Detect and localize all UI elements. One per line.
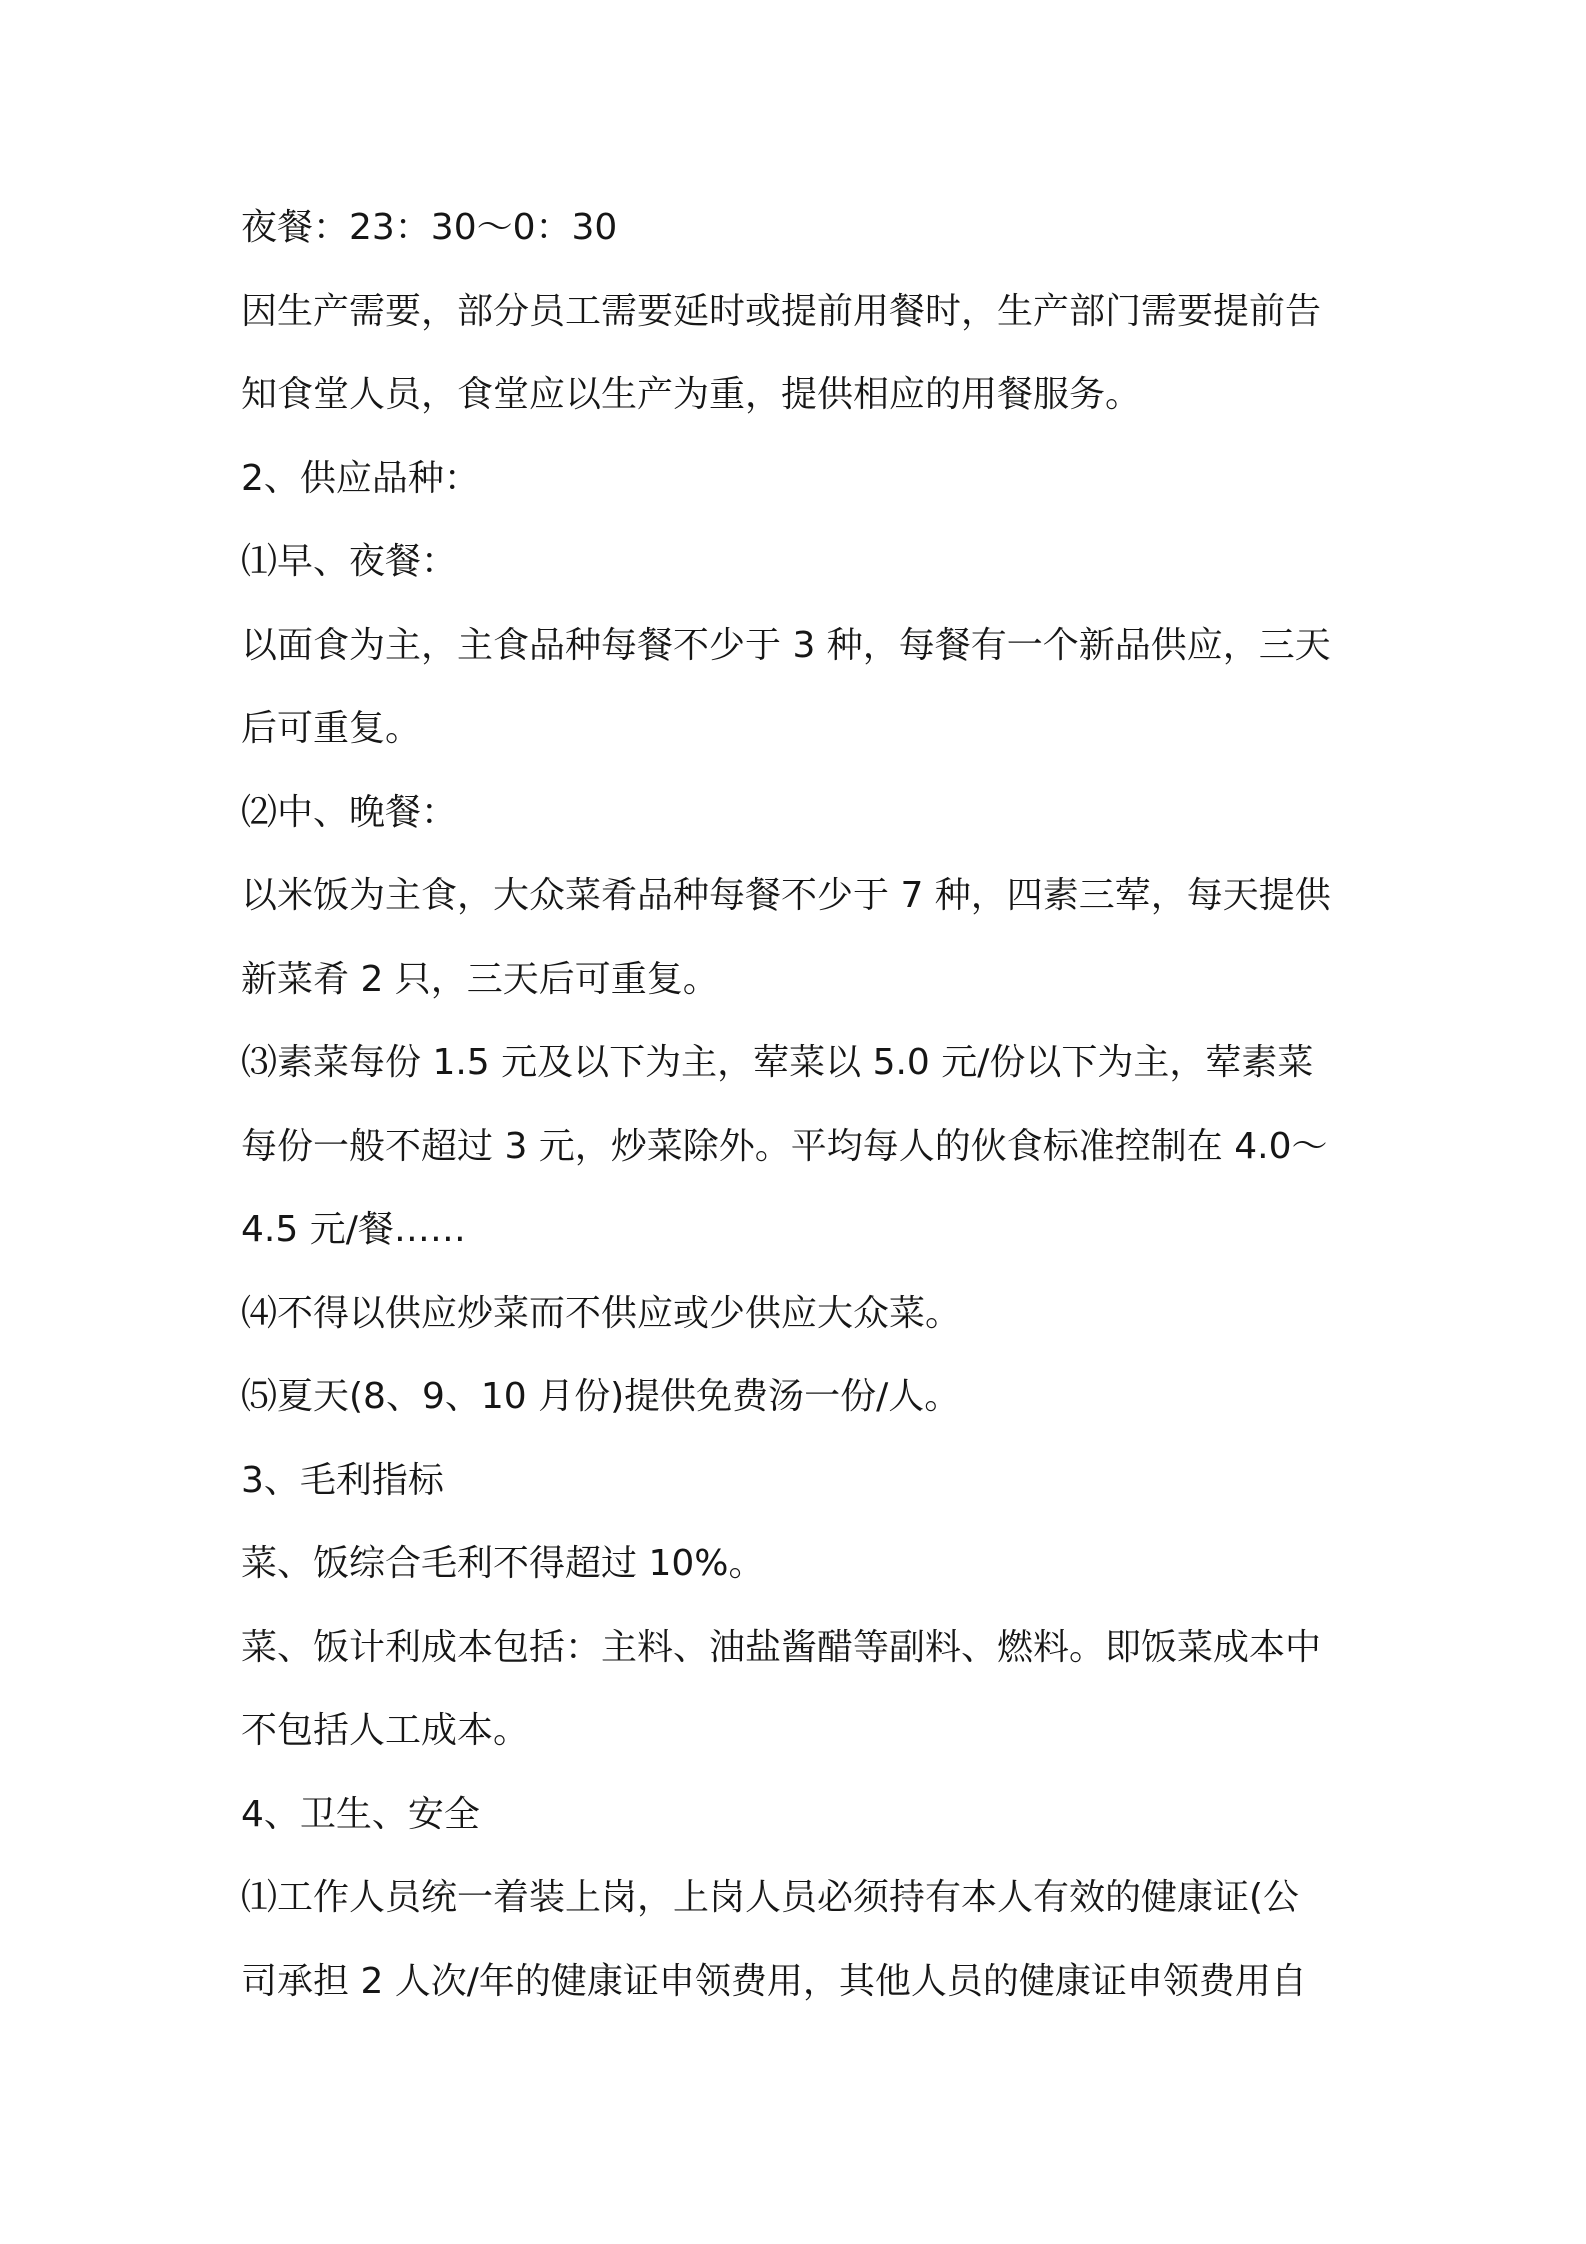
text-line: 新菜肴 2 只，三天后可重复。 bbox=[241, 959, 719, 1000]
text-line: 夜餐：23：30～0：30 bbox=[241, 207, 618, 248]
section-heading: 2、供应品种： bbox=[241, 458, 480, 499]
text-line: ⑵中、晚餐： bbox=[241, 792, 458, 833]
text-line: ⑸夏天(8、9、10 月份)提供免费汤一份/人。 bbox=[241, 1376, 961, 1417]
text-line: ⑴早、夜餐： bbox=[241, 541, 458, 582]
section-heading: 3、毛利指标 bbox=[241, 1460, 444, 1501]
text-line: 以米饭为主食，大众菜肴品种每餐不少于 7 种，四素三荤，每天提供 bbox=[241, 875, 1331, 916]
text-line: 后可重复。 bbox=[241, 708, 422, 749]
section-heading: 4、卫生、安全 bbox=[241, 1794, 480, 1835]
text-line: 以面食为主，主食品种每餐不少于 3 种，每餐有一个新品供应，三天 bbox=[241, 625, 1331, 666]
text-line: 司承担 2 人次/年的健康证申领费用，其他人员的健康证申领费用自 bbox=[241, 1961, 1307, 2002]
text-line: 因生产需要，部分员工需要延时或提前用餐时，生产部门需要提前告 bbox=[241, 291, 1322, 332]
text-line: 菜、饭计利成本包括：主料、油盐酱醋等副料、燃料。即饭菜成本中 bbox=[241, 1627, 1322, 1668]
text-line: 菜、饭综合毛利不得超过 10%。 bbox=[241, 1543, 765, 1584]
text-line: ⑴工作人员统一着装上岗，上岗人员必须持有本人有效的健康证(公 bbox=[241, 1877, 1300, 1918]
text-line: ⑷不得以供应炒菜而不供应或少供应大众菜。 bbox=[241, 1293, 962, 1334]
text-line: ⑶素菜每份 1.5 元及以下为主，荤菜以 5.0 元/份以下为主，荤素菜 bbox=[241, 1042, 1314, 1083]
text-line: 知食堂人员，食堂应以生产为重，提供相应的用餐服务。 bbox=[241, 374, 1142, 415]
text-line: 不包括人工成本。 bbox=[241, 1710, 530, 1751]
text-line: 4.5 元/餐…… bbox=[241, 1209, 466, 1250]
text-line: 每份一般不超过 3 元，炒菜除外。平均每人的伙食标准控制在 4.0～ bbox=[241, 1126, 1328, 1167]
